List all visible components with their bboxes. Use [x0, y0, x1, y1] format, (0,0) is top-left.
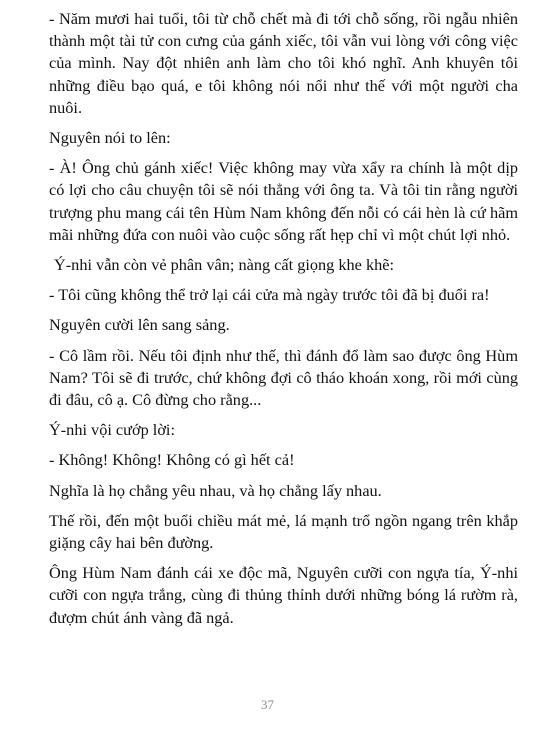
paragraph-12: Ông Hùm Nam đánh cái xe độc mã, Nguyên cưỡi con ngựa tía, Ý-nhi cưỡi con ngựa trắng, cùng đi thủng thỉnh dưới những bóng lá rườm rà, đượm chút ánh vàng đã ngả. — [49, 563, 518, 627]
paragraph-5: - Tôi cũng không thể trở lại cái cửa mà ngày trước tôi đã bị đuổi ra! — [49, 285, 490, 305]
paragraph-1: - Năm mươi hai tuổi, tôi từ chỗ chết mà đi tới chỗ sống, rồi ngẫu nhiên thành một tài tử con cưng của gánh xiếc, tôi vẫn vui lòng với công việc của mình. Nay đột nhiên anh làm cho tôi khó nghĩ. Anh khuyên tôi những điều bạo quá, e tôi không nói nổi như thế với một người cha nuôi. — [49, 9, 518, 117]
paragraph-10: Nghĩa là họ chẳng yêu nhau, và họ chẳng lấy nhau. — [49, 480, 382, 500]
paragraph-3: - À! Ông chủ gánh xiếc! Việc không may vừa xẩy ra chính là một dịp có lợi cho câu chuyện tôi sẽ nói thẳng với ông ta. Và tôi tin rằng người trượng phu mang cái tên Hùm Nam không đến nỗi có cái hèn là cứ hãm mãi những đứa con nuôi vào cuộc sống rất hẹp chỉ vì một chút lợi nhỏ. — [49, 158, 518, 244]
paragraph-4: Ý-nhi vẫn còn vẻ phân vân; nàng cất giọng khe khẽ: — [54, 255, 394, 275]
paragraph-9: - Không! Không! Không có gì hết cả! — [49, 450, 295, 470]
paragraph-11: Thế rồi, đến một buổi chiều mát mẻ, lá mạnh trổ ngồn ngang trên khắp giặng cây hai bên đường. — [49, 510, 518, 553]
paragraph-2: Nguyên nói to lên: — [49, 128, 171, 148]
page-number: 37 — [261, 697, 274, 712]
paragraph-8: Ý-nhi vội cướp lời: — [49, 420, 175, 440]
paragraph-7: - Cô lầm rồi. Nếu tôi định như thế, thì đánh đổ làm sao được ông Hùm Nam? Tôi sẽ đi trước, chứ không đợi cô tháo khoán xong, rồi mới cùng đi đâu, cô ạ. Cô đừng cho rằng... — [49, 345, 518, 410]
paragraph-6: Nguyên cười lên sang sảng. — [49, 315, 230, 335]
page-body — [49, 8, 518, 637]
